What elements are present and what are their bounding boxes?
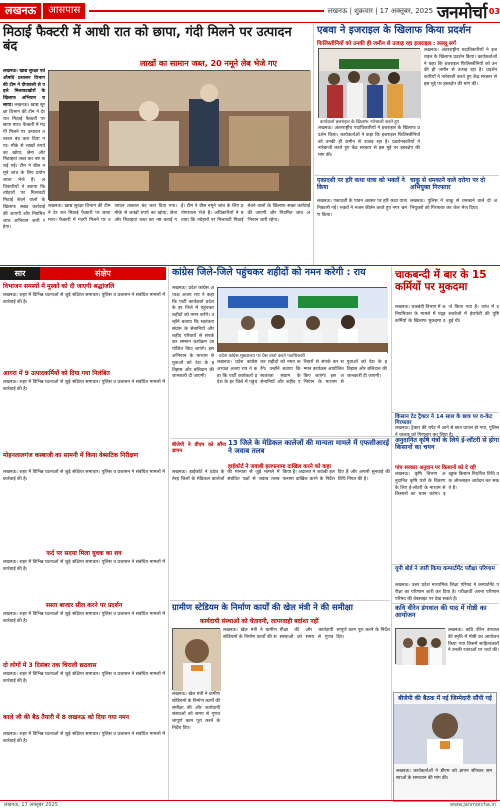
tractor-headline: किसान टेट ट्रैक्टर ने 14 साल के छात्र पर व-केट गिरफ्तार — [395, 414, 493, 427]
congress-caption: प्रदेश कांग्रेस मुख्यालय पर प्रेस वार्ता करते पदाधिकारी — [217, 352, 387, 360]
gramin-headline: ग्रामीण स्टेडियम के निर्माण कार्यों की खेल मंत्री ने की समीक्षा — [172, 602, 353, 612]
ekadashi-body: लखनऊ। एकादशी के पावन अवसर पर हरि कथा यात्रा निकाली गई। भक्तों ने भजन कीर्तन करते हुए नगर भ्रमण किया। — [317, 199, 407, 218]
promo-box — [393, 692, 497, 802]
brief-headline-6: दो लोगों में 3 दिसंबर तक चिराली छठवास — [3, 662, 97, 669]
daroga-headline: चाकू से धमकाने वाले दरोगा पर दो अभियुक्त गिरफ्तार — [410, 177, 486, 191]
section-divider — [391, 564, 499, 565]
abvp-headline: एबवा ने इजराइल के खिलाफ किया प्रदर्शन — [317, 25, 472, 36]
brief-headline-3: मोहनलालगंज कस्बाजी का सामनी में किया वेब्सटिक निरीक्षण — [3, 452, 139, 459]
krishi-headline: अनुदानित कृषि यंत्रों के लिये ई-लॉटरी से होगा किसानों का चयन — [395, 437, 499, 451]
abvp-photo — [318, 48, 420, 118]
brief-body-5: लखनऊ। शहर में विभिन्न घटनाओं से जुड़े संक्षिप्त समाचार। पुलिस व प्रशासन ने संबंधित मामलों में कार्रवाई की है। — [3, 612, 165, 624]
chakbandi-headline: चाकबन्दी में बार के 15 कर्मियों पर मुकदमा — [395, 269, 487, 293]
section-divider — [170, 600, 390, 601]
brief-headline-2: आगरा में 9 उत्पादकर्मियों को दिया गया निलंबित — [3, 370, 110, 377]
congress-body: लखनऊ। प्रदेश कांग्रेस अध्यक्ष अजय राय ने कहा कि पार्टी कार्यकर्ता प्रदेश के हर जिले में पहुंचकर शहीदों को नमन करेंगे। उन्होंने बताया कि स्वतंत्रता संग्राम के सेनानियों और शहीद परिवारों से संपर्क कर सम्मान कार्यक्रम आयोजित किए जाएंगे। इस अभियान के माध्यम से युवाओं को देश के इतिहास और बलिदान की जानकारी दी जाएगी। — [172, 286, 214, 380]
brief-body-7: लखनऊ। शहर में विभिन्न घटनाओं से जुड़े संक्षिप्त समाचार। पुलिस व प्रशासन ने संबंधित मामलों में कार्रवाई की है। — [3, 732, 165, 744]
congress-headline: कांग्रेस जिले-जिले पहुंचकर शहीदों को नमन करेगी : राय — [172, 267, 366, 278]
ekadashi-headline: एकादशी पर हरि कथा यात्रा को भक्तों ने किया — [317, 177, 405, 191]
page-footer — [0, 800, 500, 809]
promo-title: बीजेपी की बैठक में नई जिम्मेदारी सौंपी गई — [398, 695, 492, 702]
header-rule — [89, 10, 323, 12]
brand-logo: जनमोर्चा — [437, 2, 487, 23]
abvp-body-cont: लखनऊ। अंतरराष्ट्रीय पदाधिकारियों ने इजराइल के खिलाफ प्रदर्शन किया। कार्यकर्ताओं ने कहा कि इजराइल फिलिस्तीनियों को उनकी ही जमीन से उजाड़ रहा है। प्रदर्शनकारियों ने नारेबाजी करते हुए केंद्र सरकार से इस मुद्दे पर हस्तक्षेप की मांग की। — [318, 126, 420, 159]
abvp-caption: कार्यकर्ता इजराइल के खिलाफ नारेबाजी करते हुए — [318, 118, 420, 126]
brief-headline-7: काले जी की बैठ तैयारी में 8 लखनऊ को दिया गया नमन — [3, 714, 130, 721]
footer-right: www.janmorcha.in — [449, 802, 496, 808]
column-divider — [391, 267, 392, 800]
brief-headline-4: फर्द पर सदया मिला युवक का शव — [46, 550, 122, 557]
gramin-body-cont: लखनऊ। खेल मंत्री ने ग्रामीण स्टेडियमों के निर्माण कार्यों की समीक्षा की और कार्यदायी संस्थाओं को समय से गुणवत्तापूर्ण काम पूरा करने के निर्देश दिए। — [223, 628, 390, 640]
gramin-body: लखनऊ। खेल मंत्री ने ग्रामीण स्टेडियमों के निर्माण कार्यों की समीक्षा की और कार्यदायी संस्थाओं को समय से गुणवत्तापूर्ण काम पूरा करने के निर्देश दिए। — [172, 692, 221, 731]
brief-body-4: लखनऊ। शहर में विभिन्न घटनाओं से जुड़े संक्षिप्त समाचार। पुलिस व प्रशासन ने संबंधित मामलों में कार्रवाई की है। — [3, 560, 165, 572]
briefs-band — [0, 267, 166, 280]
section-label: लखनऊ — [0, 3, 41, 19]
brief-body-3: लखनऊ। शहर में विभिन्न घटनाओं से जुड़े संक्षिप्त समाचार। पुलिस व प्रशासन ने संबंधित मामलों में कार्रवाई की है। — [3, 470, 165, 482]
column-divider — [313, 24, 314, 266]
mithai-body: लखनऊ। खाद्य सुरक्षा एवं औषधि प्रशासन विभाग की टीम ने दीपावली से पहले मिलावटखोरों के खिलाफ अभियान चलाया। लखनऊ। खाद्य सुरक्षा विभाग की टीम ने देर रात मिठाई फैक्टरी पर छापा मारा। फैक्टरी में गंदगी मिलने पर उत्पादन तत्काल बंद करा दिया गया। मौके से लाखों रुपये का खोया, छेना और मिठाइयां जब्त कर नष्ट कराई गईं। टीम ने बीस नमूने जांच के लिए प्रयोगशाला भेजे हैं। अधिकारियों ने बताया कि त्योहारों पर मिलावटी मिठाई बेचने वालों के खिलाफ सख्त कार्रवाई की जाएगी और नियमित जांच अभियान जारी रहेगा। — [3, 69, 45, 231]
chakbandi-body: लखनऊ। चकबंदी विभाग में अनियमितता के मामले में पंद्रह कर्मियों के खिलाफ मुकदमा दर्ज किया गया है। जांच में दस्तावेजों में हेराफेरी की पुष्टि हुई थी। — [395, 305, 499, 324]
brief-body-2: लखनऊ। शहर में विभिन्न घटनाओं से जुड़े संक्षिप्त समाचार। पुलिस व प्रशासन ने संबंधित मामलों में कार्रवाई की है। — [3, 380, 165, 392]
brief-body-6: लखनऊ। शहर में विभिन्न घटनाओं से जुड़े संक्षिप्त समाचार। पुलिस व प्रशासन ने संबंधित मामलों में कार्रवाई की है। — [3, 672, 165, 684]
promo-body: लखनऊ। कार्यकर्ताओं ने डीएम को ज्ञापन सौंपकर समस्याओं के समाधान की मांग की। — [396, 769, 492, 781]
mithai-body-cont: लखनऊ। खाद्य सुरक्षा विभाग की टीम ने देर रात मिठाई फैक्टरी पर छापा मारा। फैक्टरी में गंदगी मिलने पर उत्पादन तत्काल बंद करा दिया गया। मौके से लाखों रुपये का खोया, छेना और मिठाइयां जब्त कर नष्ट कराई गईं। टीम ने बीस नमूने जांच के लिए प्रयोगशाला भेजे हैं। अधिकारियों ने बताया कि त्योहारों पर मिलावटी मिठाई बेचने वालों के खिलाफ सख्त कार्रवाई की जाएगी और नियमित जांच अभियान जारी रहेगा। — [48, 204, 310, 223]
footer-left: लखनऊ, 17 अक्तूबर 2025 — [4, 802, 58, 808]
congress-body-cont: लखनऊ। प्रदेश कांग्रेस अध्यक्ष अजय राय ने कहा कि पार्टी कार्यकर्ता प्रदेश के हर जिले में पहुंचकर शहीदों को नमन करेंगे। उन्होंने बताया कि स्वतंत्रता संग्राम के सेनानियों और शहीद परिवारों से संपर्क कर सम्मान कार्यक्रम आयोजित किए जाएंगे। इस अभियान के माध्यम से युवाओं को देश के इतिहास और बलिदान की जानकारी दी जाएगी। — [217, 360, 387, 386]
briefs-label-right: संक्षेप — [40, 267, 166, 280]
gramin-subheadline: कार्यदायी संस्थाओं को चेतावनी, लापरवाही बर्दाश्त नहीं — [200, 618, 319, 625]
dateline: लखनऊ | शुक्रवार | 17 अक्तूबर, 2025 — [327, 6, 434, 15]
gramin-photo — [172, 628, 220, 690]
header-divider — [0, 22, 500, 23]
briefs-label-left: सार — [0, 267, 40, 280]
promo-photo — [394, 704, 496, 764]
upboard-body: लखनऊ। उत्तर प्रदेश माध्यमिक शिक्षा परिषद ने कम्पार्टमेंट परीक्षा का परिणाम जारी कर दिया है। परीक्षार्थी अपना परिणाम परिषद की वेबसाइट पर देख सकते हैं। — [395, 583, 499, 602]
page-number: 03 — [488, 6, 500, 16]
section-divider — [391, 412, 499, 413]
kavi-photo — [395, 628, 445, 664]
daroga-body: लखनऊ। पुलिस ने चाकू से धमकाने वाले दो अभियुक्तों को गिरफ्तार कर जेल भेज दिया। — [410, 199, 497, 211]
abvp-side-headline: बीजेपी ने डीएम को सौंपा ज्ञापन — [172, 442, 226, 454]
medical-headline: 13 जिले के मेडिकल कालेजों की मान्यता मामले में एफसीआरई ने जवाब तलब — [228, 439, 390, 455]
abvp-body: लखनऊ। अंतरराष्ट्रीय पदाधिकारियों ने इजराइल के खिलाफ प्रदर्शन किया। कार्यकर्ताओं ने कहा कि इजराइल फिलिस्तीनियों को उनकी ही जमीन से उजाड़ रहा है। प्रदर्शनकारियों ने नारेबाजी करते हुए केंद्र सरकार से इस मुद्दे पर हस्तक्षेप की मांग की। — [424, 48, 497, 87]
section-divider — [0, 265, 500, 266]
tractor-body: लखनऊ। ट्रैक्टर की चपेट में आने से छात्र घायल हो गया, पुलिस — [395, 426, 499, 431]
congress-photo — [217, 287, 387, 352]
brief-headline-1: विभाजन समस्यों में मुस्कों को दी जाएगी श्रद्धांजलि — [3, 283, 115, 290]
column-divider — [168, 267, 169, 800]
medical-body: लखनऊ। हाईकोर्ट ने प्रदेश के तेरह जिलों के मेडिकल कालेजों की मान्यता से जुड़े मामले में संबंधित पक्षों से जवाब तलब किया है। अदालत ने जवाबी हलफनामा दाखिल करने के निर्देश दिए हैं और अगली सुनवाई की तिथि नियत की है। — [172, 470, 390, 482]
medical-subheadline: हाईकोर्ट ने जवाबी हलफनामा दाखिल करने को कहा — [228, 464, 331, 470]
brief-body-1: लखनऊ। शहर में विभिन्न घटनाओं से जुड़े संक्षिप्त समाचार। पुलिस व प्रशासन ने संबंधित मामलों में कार्रवाई की है। — [3, 293, 165, 305]
upboard-headline: यूपी बोर्ड ने जारी किया कम्पार्टमेंट परीक्षा परिणाम — [395, 566, 495, 572]
krishi-subheadline: पांच सरकार अनुदान पर किसानों को दे रही — [395, 465, 476, 471]
mithai-headline: मिठाई फैक्टरी में आधी रात को छापा, गंदी मिलने पर उत्पादन बंद — [3, 25, 292, 55]
mithai-subheadline: लाखों का सामान जब्त, 20 नमूने लेब भेजे गए — [140, 59, 277, 68]
subsection-label: आसपास — [43, 3, 85, 19]
brief-headline-5: सस्ता बाजार सील करने पर प्रदर्शन — [45, 602, 123, 609]
mithai-photo — [48, 70, 310, 200]
kavi-body: लखनऊ। कवि वीरेन डंगवाल की स्मृति में गोष्ठी का आयोजन किया गया जिसमें साहित्यकारों ने उनकी रचनाओं पर चर्चा की। — [448, 628, 499, 654]
section-divider — [313, 175, 499, 176]
masthead — [0, 0, 500, 22]
kavi-headline: कवि वीरेन डंगवाल की याद में गोष्ठी का आयोजन — [395, 604, 487, 620]
krishi-body: लखनऊ। कृषि विभाग अनुदानित कृषि यंत्रों के वितरण के लिए ई-लॉटरी के माध्यम से किसानों का चयन करेगा। इच्छुक किसान निर्धारित तिथि तक ऑनलाइन आवेदन कर सकते हैं। — [395, 472, 499, 498]
abvp-subheadline: फिलिस्तीनियों को उनकी ही जमीन से उजाड़ रहा इजराइल : लल्लू सर्ग — [317, 41, 456, 47]
